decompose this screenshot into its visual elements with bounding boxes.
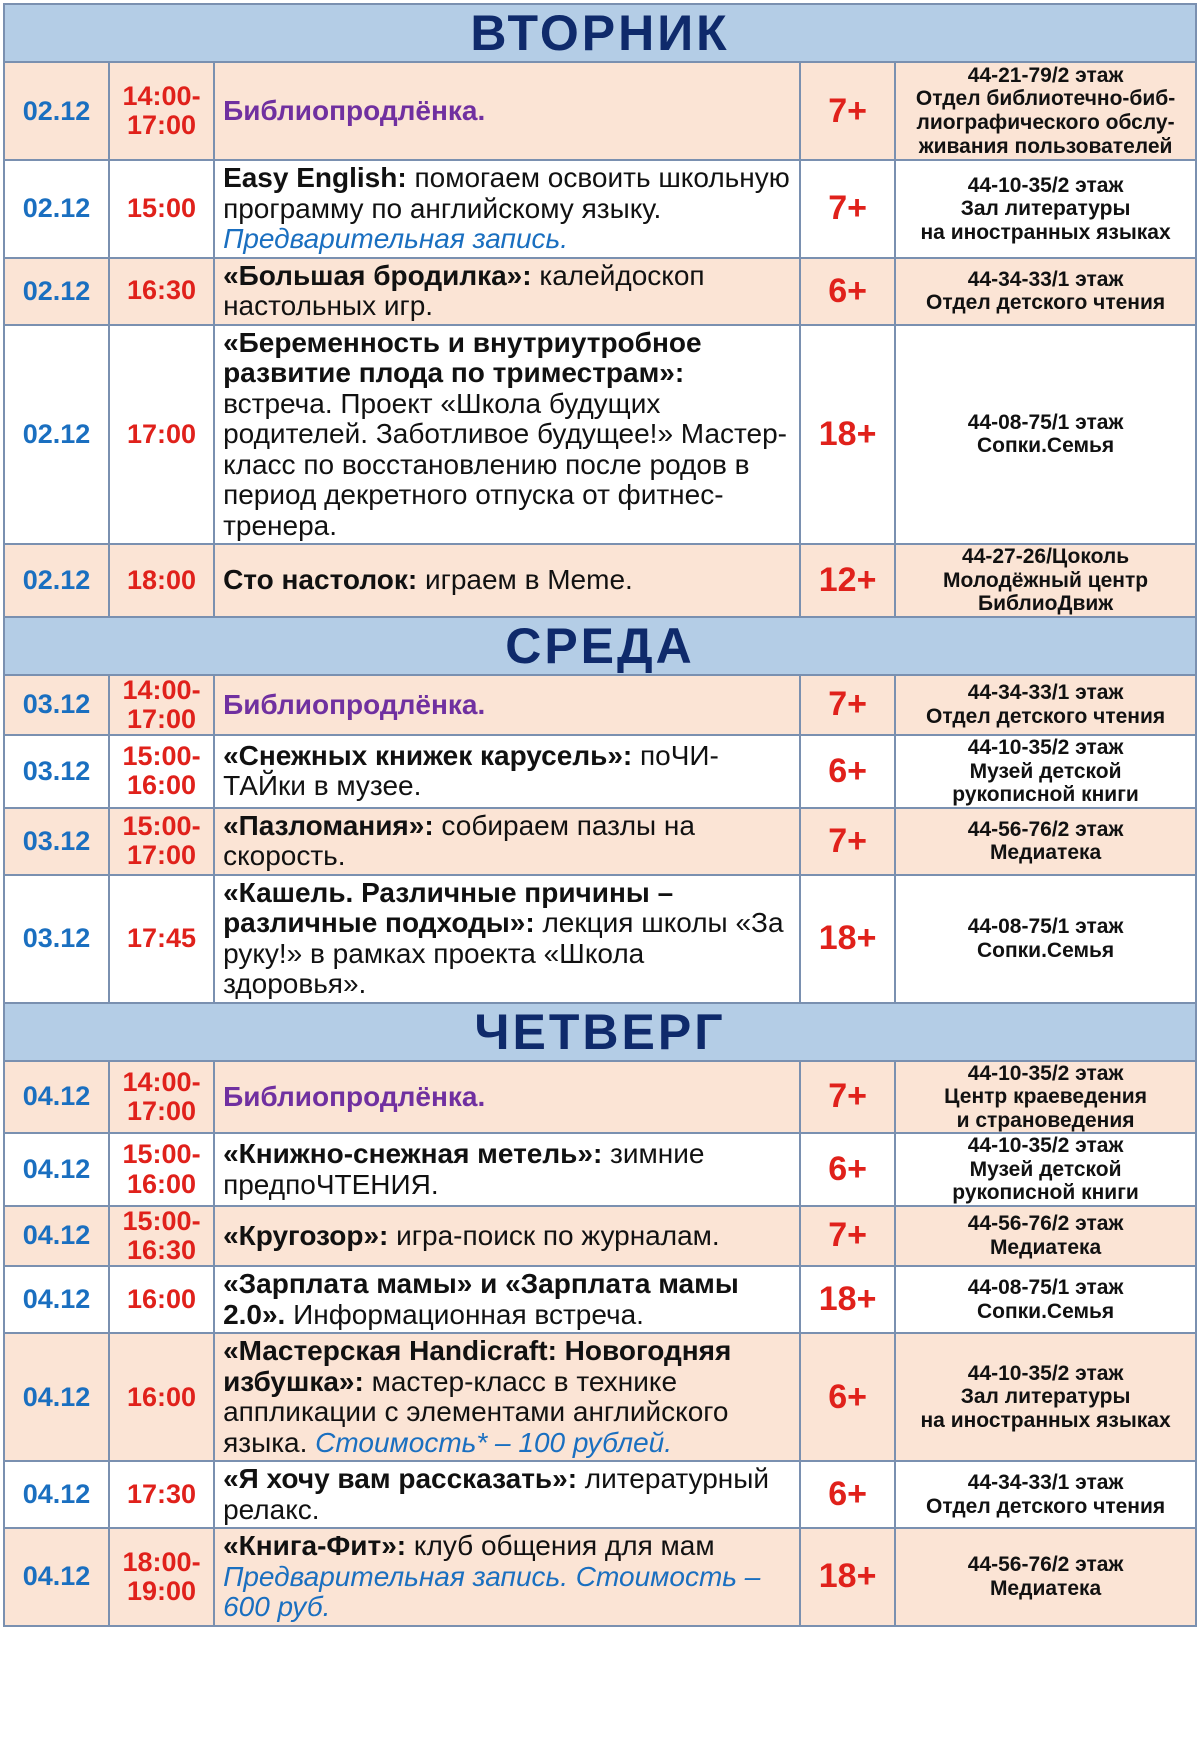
event-time-line: 16:00 — [127, 1381, 197, 1412]
location-line: 44-10-35/2 этаж — [967, 173, 1124, 197]
location-line: 44-10-35/2 этаж — [967, 1361, 1124, 1385]
location-line: 44-56-76/2 этаж — [967, 1212, 1124, 1236]
age-rating: 7+ — [800, 808, 895, 875]
event-row — [4, 735, 1196, 808]
event-location — [895, 1266, 1196, 1333]
event-time-line: 16:30 — [127, 275, 197, 306]
day-title: ВТОРНИК — [4, 4, 1196, 62]
event-description — [214, 675, 800, 735]
event-text: Информационная встреча. — [285, 1298, 644, 1330]
location-line: 44-34-33/1 этаж — [967, 681, 1124, 705]
event-date: 04.12 — [4, 1461, 109, 1528]
location-line: Зал литературы — [960, 1385, 1131, 1409]
event-time-line: 17:00 — [127, 1095, 197, 1126]
event-date: 02.12 — [4, 160, 109, 258]
event-row — [4, 1266, 1196, 1333]
event-time — [109, 258, 214, 325]
event-row — [4, 675, 1196, 735]
event-title: «Кашель. Различные причины – различные подходы»: — [223, 876, 674, 939]
event-text: игра-поиск по журналам. — [388, 1219, 720, 1251]
location-line: 44-34-33/1 этаж — [967, 267, 1124, 291]
event-date: 04.12 — [4, 1528, 109, 1626]
event-title: «Мастерская Handicraft: Новогодняя избушка»: — [223, 1335, 732, 1397]
age-rating: 6+ — [800, 735, 895, 808]
event-title: Easy English: — [223, 162, 407, 193]
event-time-line: 19:00 — [127, 1575, 197, 1606]
age-rating: 6+ — [800, 1461, 895, 1528]
event-location — [895, 62, 1196, 160]
event-date: 04.12 — [4, 1133, 109, 1206]
event-location — [895, 160, 1196, 258]
event-time — [109, 325, 214, 545]
location-line: рукописной книги — [952, 1181, 1139, 1205]
event-title: «Снежных книжек карусель»: — [223, 739, 633, 771]
event-location — [895, 808, 1196, 875]
location-line: 44-10-35/2 этаж — [967, 1134, 1124, 1158]
location-line: 44-34-33/1 этаж — [967, 1471, 1124, 1495]
location-line: 44-10-35/2 этаж — [967, 1061, 1124, 1085]
event-time — [109, 544, 214, 617]
location-line: Отдел библиотечно-биб- — [915, 87, 1176, 111]
event-time — [109, 735, 214, 808]
event-row — [4, 544, 1196, 617]
event-note: Стоимость* – 100 рублей. — [307, 1426, 673, 1458]
event-date: 03.12 — [4, 675, 109, 735]
event-time — [109, 1528, 214, 1626]
event-row — [4, 1133, 1196, 1206]
event-time-line: 18:00- — [122, 1546, 201, 1577]
event-description — [214, 735, 800, 808]
event-description — [214, 62, 800, 160]
event-time — [109, 675, 214, 735]
event-text: клуб общения для мам — [406, 1530, 715, 1562]
age-rating: 18+ — [800, 1528, 895, 1626]
event-location — [895, 675, 1196, 735]
location-line: на иностранных языках — [920, 220, 1171, 244]
location-line: Музей детской — [969, 759, 1122, 783]
event-time — [109, 1333, 214, 1461]
event-date: 04.12 — [4, 1333, 109, 1461]
event-row — [4, 1528, 1196, 1626]
event-location — [895, 1206, 1196, 1266]
event-location — [895, 1528, 1196, 1626]
event-description — [214, 258, 800, 325]
event-row — [4, 875, 1196, 1003]
age-rating: 18+ — [800, 325, 895, 545]
location-line: Сопки.Семья — [976, 938, 1115, 962]
age-rating: 6+ — [800, 258, 895, 325]
location-line: лиографического обслу- — [916, 111, 1175, 134]
event-location — [895, 735, 1196, 808]
event-text: встреча. Проект «Школа будущих родителей. Заботливое будущее!» Мастер-класс по восстановлению после родов в период декретного отпуска от фитнес-тренера. — [223, 387, 787, 541]
event-time — [109, 1133, 214, 1206]
event-location — [895, 1333, 1196, 1461]
event-location — [895, 1461, 1196, 1528]
event-note: Предварительная запись. — [223, 223, 569, 255]
event-title: Библиопродлёнка. — [223, 1080, 486, 1112]
event-description — [214, 160, 800, 258]
location-line: и страноведения — [956, 1108, 1135, 1132]
event-description — [214, 544, 800, 617]
event-description — [214, 1266, 800, 1333]
event-time — [109, 1461, 214, 1528]
event-text: помогаем освоить школьную программу по английскому языку. — [223, 162, 790, 224]
event-title: Сто настолок: — [223, 564, 418, 596]
event-description — [214, 1206, 800, 1266]
event-date: 03.12 — [4, 875, 109, 1003]
event-time — [109, 1266, 214, 1333]
event-time-line: 16:00 — [127, 770, 197, 801]
event-note: Предварительная запись. Стоимость – 600 руб. — [223, 1560, 761, 1623]
event-text: калейдоскоп настольных игр. — [223, 259, 705, 322]
event-title: «Зарплата мамы» и «Зарплата мамы 2.0». — [223, 1268, 739, 1330]
event-date: 02.12 — [4, 325, 109, 545]
event-location — [895, 1061, 1196, 1134]
event-time-line: 17:00 — [127, 418, 197, 449]
event-time-line: 17:00 — [127, 703, 197, 734]
day-header-row — [4, 617, 1196, 675]
location-line: Медиатека — [989, 841, 1102, 865]
event-title: «Большая бродилка»: — [223, 259, 532, 291]
event-title: «Кругозор»: — [223, 1219, 389, 1251]
event-row — [4, 1461, 1196, 1528]
event-location — [895, 544, 1196, 617]
location-line: 44-08-75/1 этаж — [967, 410, 1124, 434]
location-line: Медиатека — [989, 1576, 1102, 1600]
event-time-line: 14:00- — [122, 674, 201, 705]
event-date: 03.12 — [4, 808, 109, 875]
schedule-table — [3, 3, 1197, 1627]
age-rating: 7+ — [800, 675, 895, 735]
event-time-line: 15:00 — [127, 193, 197, 224]
event-text: лекция школы «За руку!» в рамках проекта «Школа здоровья». — [223, 907, 784, 1000]
location-line: Отдел детского чтения — [925, 291, 1166, 315]
event-time-line: 14:00- — [122, 1066, 201, 1097]
event-time — [109, 62, 214, 160]
event-time-line: 16:00 — [127, 1168, 197, 1199]
event-title: «Я хочу вам рассказать»: — [223, 1463, 578, 1495]
event-text: зимние предпоЧТЕНИЯ. — [223, 1137, 705, 1200]
day-title: СРЕДА — [4, 617, 1196, 675]
event-date: 04.12 — [4, 1061, 109, 1134]
event-text: собираем пазлы на скорость. — [223, 809, 695, 872]
event-time-line: 17:00 — [127, 840, 197, 871]
event-time — [109, 875, 214, 1003]
location-line: 44-10-35/2 этаж — [967, 736, 1124, 760]
event-time — [109, 1061, 214, 1134]
age-rating: 18+ — [800, 875, 895, 1003]
event-title: «Беременность и внутриутробное развитие плода по триместрам»: — [223, 326, 702, 389]
event-location — [895, 875, 1196, 1003]
location-line: Зал литературы — [960, 197, 1131, 221]
event-row — [4, 258, 1196, 325]
event-time — [109, 1206, 214, 1266]
event-description — [214, 1333, 800, 1461]
event-description — [214, 325, 800, 545]
event-title: «Книга-Фит»: — [223, 1530, 407, 1562]
event-time-line: 15:00- — [122, 1205, 201, 1236]
location-line: живания пользователей — [918, 134, 1173, 158]
location-line: Отдел детского чтения — [925, 1494, 1166, 1518]
event-text: литературный релакс. — [223, 1463, 770, 1525]
age-rating: 7+ — [800, 1061, 895, 1134]
event-date: 02.12 — [4, 62, 109, 160]
age-rating: 12+ — [800, 544, 895, 617]
location-line: Центр краеведения — [944, 1085, 1147, 1109]
location-line: 44-27-26/Цоколь — [962, 545, 1130, 569]
event-title: «Книжно-снежная метель»: — [223, 1137, 603, 1169]
event-location — [895, 1133, 1196, 1206]
event-time-line: 15:00- — [122, 1139, 201, 1170]
event-description — [214, 875, 800, 1003]
event-title: Библиопродлёнка. — [223, 688, 486, 720]
event-time-line: 17:00 — [127, 110, 197, 140]
location-line: 44-21-79/2 этаж — [967, 63, 1124, 87]
location-line: 44-08-75/1 этаж — [967, 1276, 1124, 1300]
event-time — [109, 808, 214, 875]
location-line: Молодёжный центр — [943, 568, 1149, 592]
event-time-line: 15:00- — [122, 810, 201, 841]
location-line: 44-56-76/2 этаж — [967, 817, 1124, 841]
event-description — [214, 808, 800, 875]
location-line: Сопки.Семья — [976, 1299, 1115, 1323]
event-location — [895, 325, 1196, 545]
event-title: «Пазломания»: — [223, 809, 434, 841]
event-date: 02.12 — [4, 258, 109, 325]
event-time — [109, 160, 214, 258]
age-rating: 7+ — [800, 160, 895, 258]
location-line: 44-08-75/1 этаж — [967, 915, 1124, 939]
event-time-line: 18:00 — [127, 564, 197, 595]
location-line: Медиатека — [989, 1235, 1102, 1259]
event-description — [214, 1461, 800, 1528]
location-line: на иностранных языках — [920, 1408, 1171, 1432]
event-row — [4, 808, 1196, 875]
age-rating: 6+ — [800, 1333, 895, 1461]
day-title: ЧЕТВЕРГ — [4, 1003, 1196, 1061]
day-header-row — [4, 1003, 1196, 1061]
event-row — [4, 1333, 1196, 1461]
event-row — [4, 1206, 1196, 1266]
event-time-line: 17:45 — [127, 923, 197, 954]
day-header-row — [4, 4, 1196, 62]
event-description — [214, 1133, 800, 1206]
event-time-line: 17:30 — [127, 1479, 197, 1510]
event-text: играем в Meme. — [417, 564, 633, 596]
event-text: мастер-класс в технике аппликации с элементами английского языка. — [223, 1365, 729, 1458]
event-description — [214, 1528, 800, 1626]
location-line: рукописной книги — [952, 783, 1139, 807]
age-rating: 18+ — [800, 1266, 895, 1333]
location-line: БиблиоДвиж — [977, 592, 1114, 616]
age-rating: 7+ — [800, 62, 895, 160]
age-rating: 7+ — [800, 1206, 895, 1266]
event-title: Библиопродлёнка. — [223, 94, 486, 126]
event-time-line: 15:00- — [122, 741, 201, 772]
event-row — [4, 160, 1196, 258]
event-date: 03.12 — [4, 735, 109, 808]
location-line: Музей детской — [969, 1157, 1122, 1181]
event-date: 02.12 — [4, 544, 109, 617]
event-row — [4, 325, 1196, 545]
event-date: 04.12 — [4, 1266, 109, 1333]
event-time-line: 16:00 — [127, 1284, 197, 1315]
location-line: Сопки.Семья — [976, 434, 1115, 458]
event-date: 04.12 — [4, 1206, 109, 1266]
event-text: поЧИ-ТАЙки в музее. — [223, 739, 719, 802]
location-line: 44-56-76/2 этаж — [967, 1553, 1124, 1577]
event-time-line: 14:00- — [122, 80, 201, 111]
event-row — [4, 1061, 1196, 1134]
age-rating: 6+ — [800, 1133, 895, 1206]
event-time-line: 16:30 — [127, 1234, 197, 1265]
event-description — [214, 1061, 800, 1134]
event-row — [4, 62, 1196, 160]
location-line: Отдел детского чтения — [925, 704, 1166, 728]
event-location — [895, 258, 1196, 325]
